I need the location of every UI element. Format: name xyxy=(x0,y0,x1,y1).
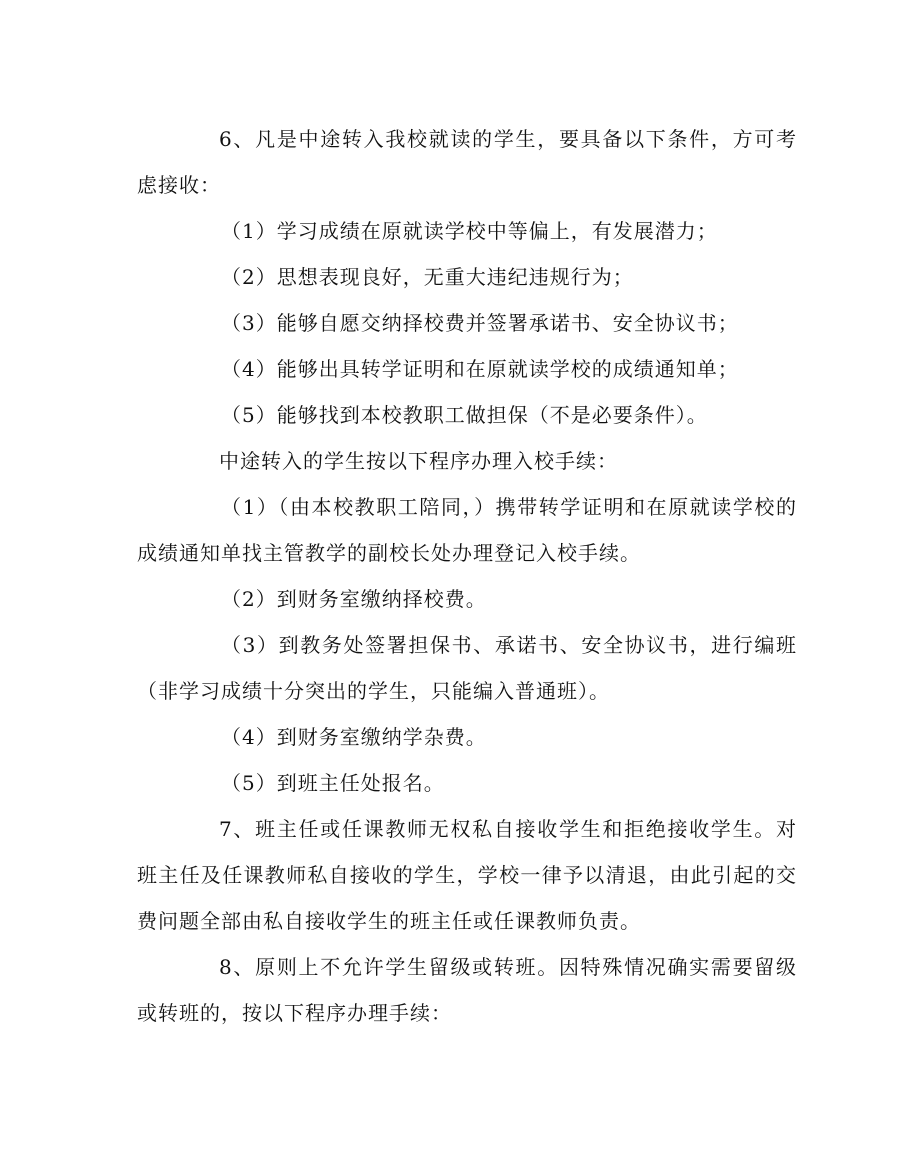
list-item-condition-1: （1）学习成绩在原就读学校中等偏上，有发展潜力； xyxy=(221,219,718,243)
list-item-condition-3: （3）能够自愿交纳择校费并签署承诺书、安全协议书； xyxy=(221,311,739,335)
list-item-procedure-4: （4）到财务室缴纳学杂费。 xyxy=(221,725,487,749)
paragraph-admission-procedure: 中途转入的学生按以下程序办理入校手续： xyxy=(219,449,618,473)
document-body xyxy=(137,116,797,1036)
list-item-procedure-1: （1）（由本校教职工陪同，）携带转学证明和在原就读学校的成绩通知单找主管教学的副校长处办理登记入校手续。 xyxy=(137,495,797,565)
paragraph-rule-8: 8、原则上不允许学生留级或转班。因特殊情况确实需要留级或转班的，按以下程序办理手续： xyxy=(137,955,797,1025)
list-item-procedure-3: （3）到教务处签署担保书、承诺书、安全协议书，进行编班（非学习成绩十分突出的学生，只能编入普通班）。 xyxy=(137,633,797,703)
list-item-procedure-2: （2）到财务室缴纳择校费。 xyxy=(221,587,487,611)
paragraph-transfer-conditions: 6、凡是中途转入我校就读的学生，要具备以下条件，方可考虑接收： xyxy=(137,127,797,197)
list-item-condition-5: （5）能够找到本校教职工做担保（不是必要条件）。 xyxy=(221,403,708,427)
list-item-condition-2: （2）思想表现良好，无重大违纪违规行为； xyxy=(221,265,634,289)
paragraph-rule-7: 7、班主任或任课教师无权私自接收学生和拒绝接收学生。对班主任及任课教师私自接收的学生，学校一律予以清退，由此引起的交费问题全部由私自接收学生的班主任或任课教师负责。 xyxy=(137,817,797,933)
list-item-condition-4: （4）能够出具转学证明和在原就读学校的成绩通知单； xyxy=(221,357,739,381)
list-item-procedure-5: （5）到班主任处报名。 xyxy=(221,771,445,795)
